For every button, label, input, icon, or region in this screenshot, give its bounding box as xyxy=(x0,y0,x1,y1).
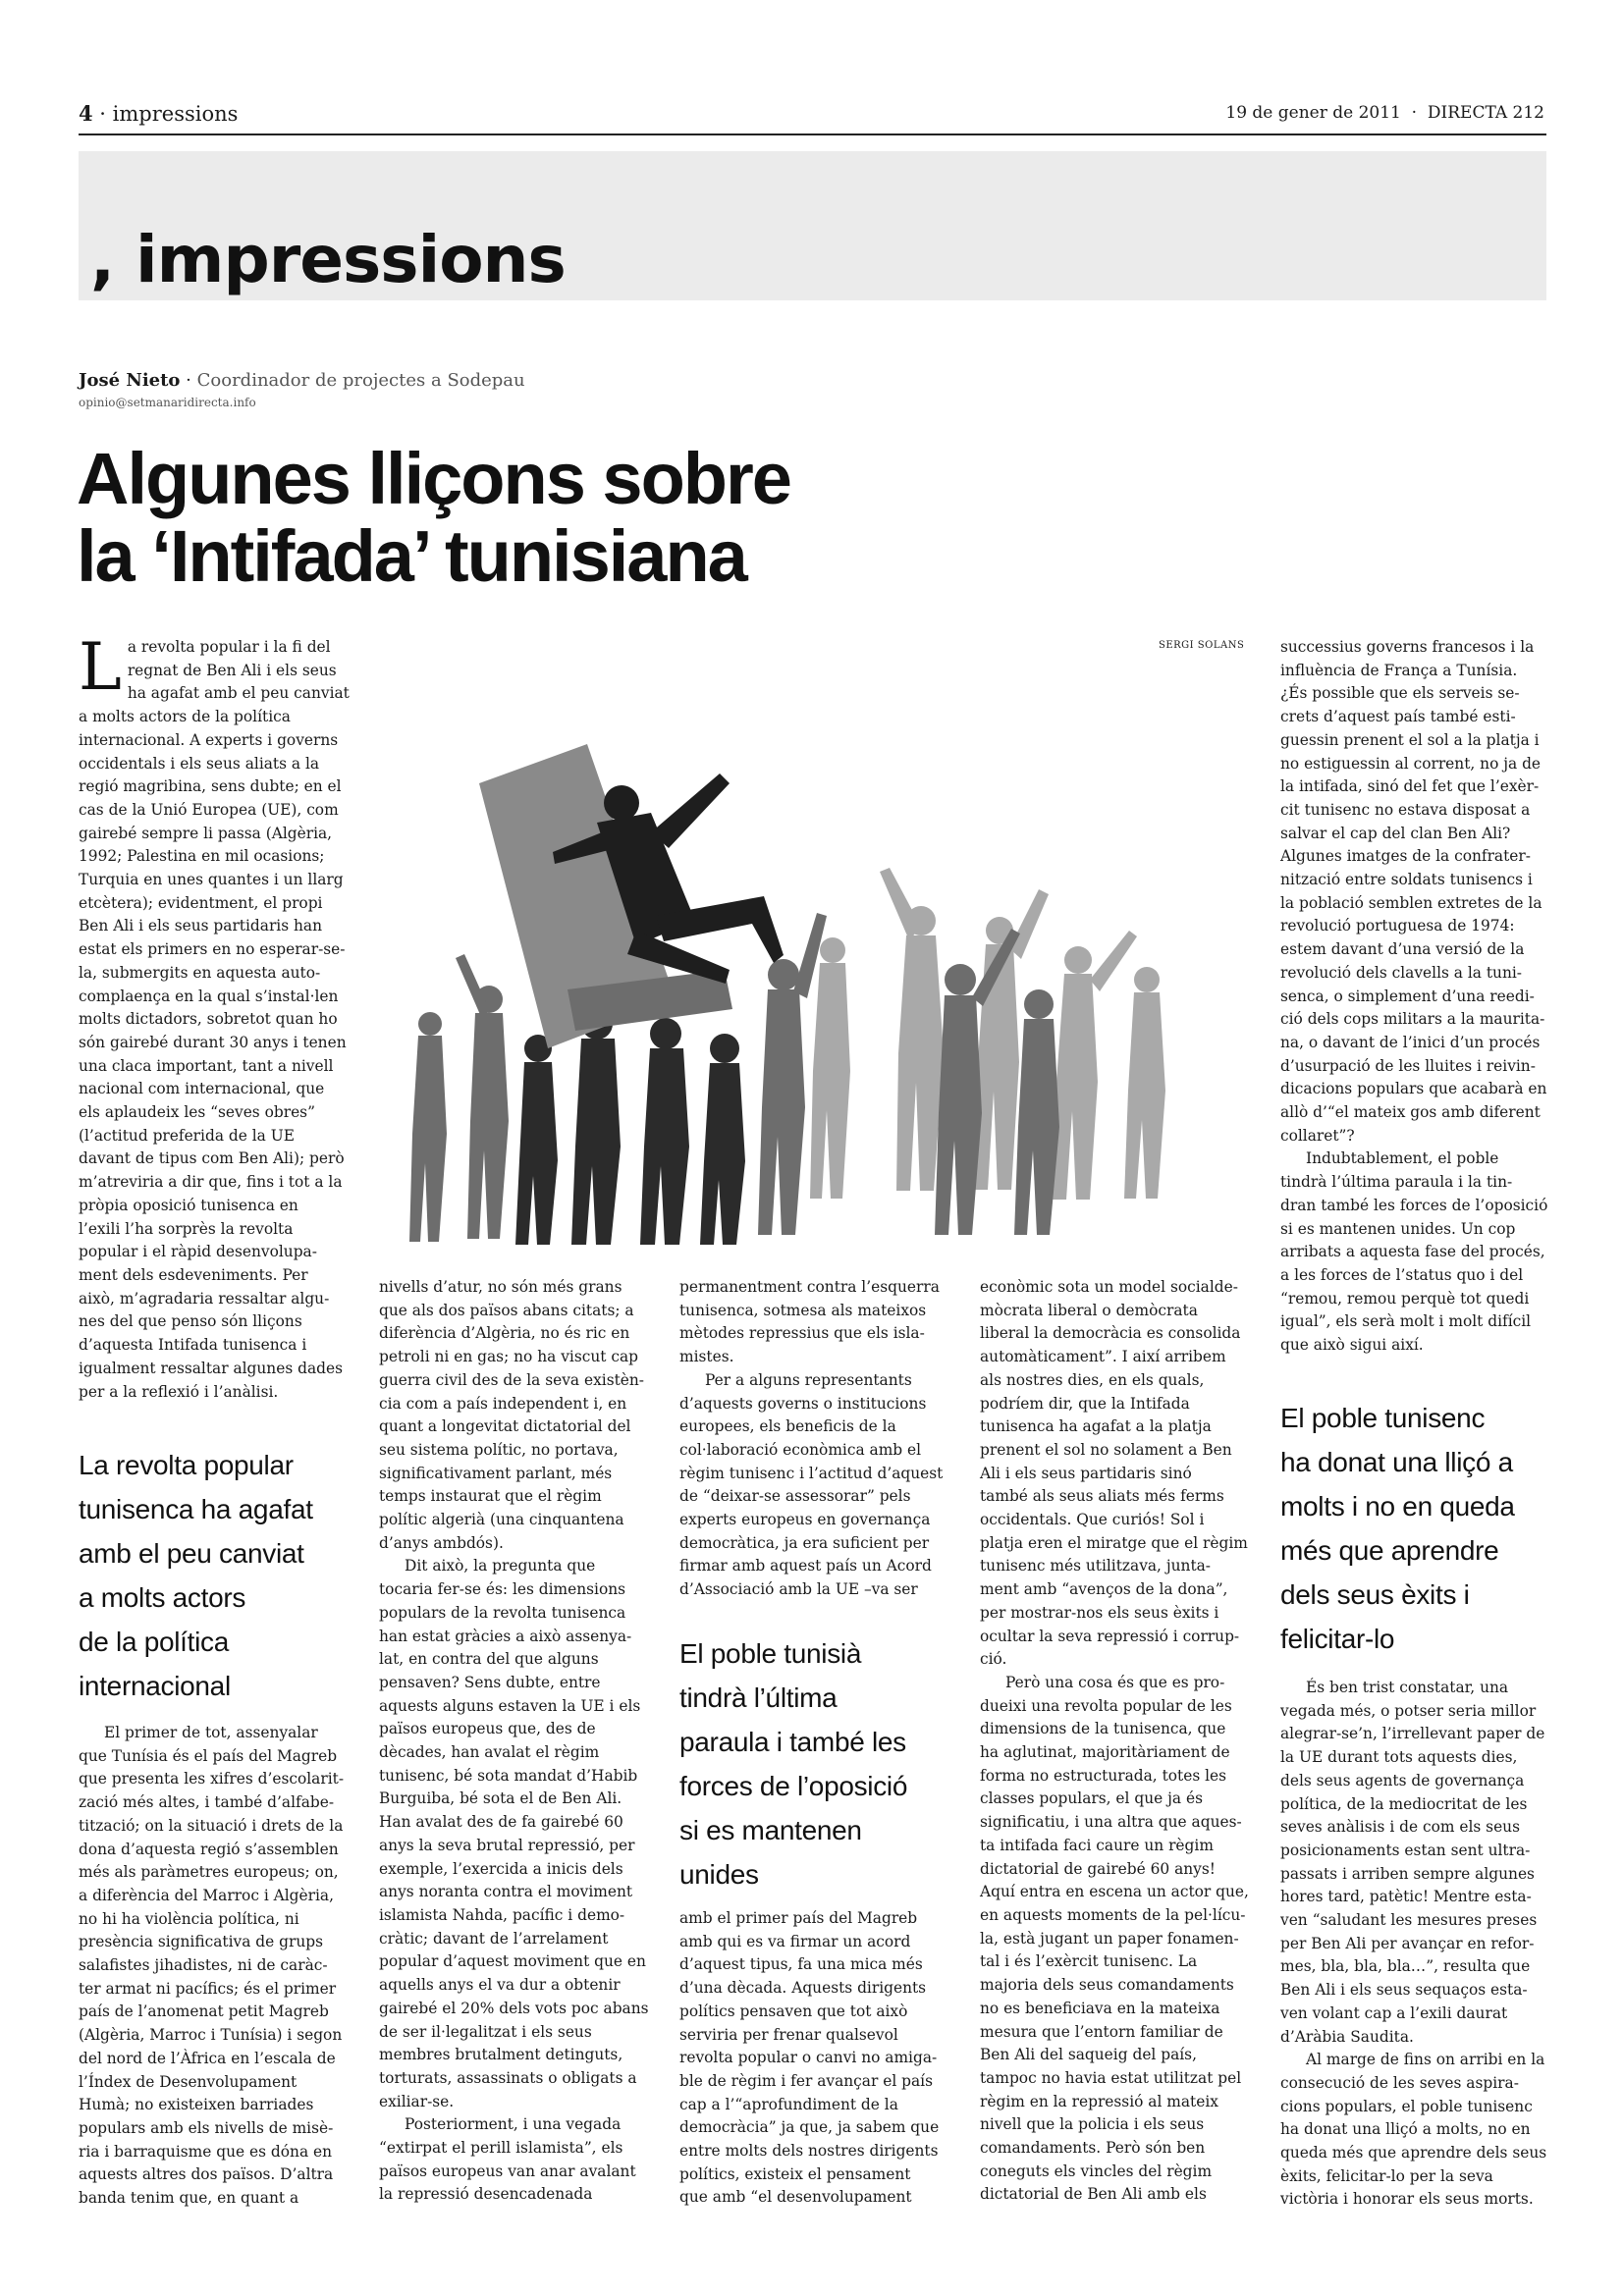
text-line: mesura que l’entorn familiar de xyxy=(980,2022,1223,2041)
text-line: dictatorial de Ben Ali amb els xyxy=(980,2185,1207,2204)
text-line: estat els primers en no esperar-se- xyxy=(79,940,346,959)
text-line: que Tunísia és el país del Magreb xyxy=(79,1746,338,1765)
text-line: són gairebé durant 30 anys i tenen xyxy=(79,1033,347,1051)
text-line: a les forces de l’status quo i del xyxy=(1280,1265,1524,1284)
text-line: aquests altres dos països. D’altra xyxy=(79,2165,334,2184)
text-line: dicacions populars que acabarà en xyxy=(1280,1080,1547,1098)
text-line: entre molts dels nostres dirigents xyxy=(679,2142,939,2161)
text-line: en aquests moments de la pel·lícu- xyxy=(980,1905,1246,1924)
text-line: Indubtablement, el poble xyxy=(1306,1149,1499,1168)
pull-quote-line: forces de l’oposició xyxy=(679,1771,908,1801)
pull-quote-line: El poble tunisià xyxy=(679,1638,862,1669)
column-5-top xyxy=(1280,636,1557,1358)
text-line: dona d’aquesta regió s’assemblen xyxy=(79,1840,339,1858)
text-line: seu sistema polític, no portava, xyxy=(379,1440,619,1459)
text-line: platja eren el miratge que el règim xyxy=(980,1533,1248,1552)
text-line: ble de règim i fer avançar el país xyxy=(679,2071,933,2090)
text-line: crets d’aquest país també esti- xyxy=(1280,708,1516,726)
text-line: cia com a país independent i, en xyxy=(379,1394,627,1413)
text-line: majoria dels seus comandaments xyxy=(980,1976,1234,1995)
text-line: collaret”? xyxy=(1280,1126,1355,1145)
text-line: dictatorial de gairebé 60 anys! xyxy=(980,1859,1216,1878)
text-line: cap a l’“aprofundiment de la xyxy=(679,2095,898,2113)
text-line: cràtic; davant de l’arrelament xyxy=(379,1929,609,1948)
text-line: vegada més, o potser seria millor xyxy=(1280,1701,1537,1720)
column-1-bottom xyxy=(79,1722,355,2211)
column-3-bottom xyxy=(679,1907,956,2210)
text-line: democràtica, ja era suficient per xyxy=(679,1533,930,1552)
text-line: l’exili l’ha sorprès la revolta xyxy=(79,1219,294,1238)
pull-quote-line: més que aprendre xyxy=(1280,1535,1499,1566)
text-line: islamista Nahda, pacífic i demo- xyxy=(379,1905,625,1924)
text-line: la, submergits en aquesta auto- xyxy=(79,963,321,982)
text-line: salvar el cap del clan Ben Ali? xyxy=(1280,824,1511,842)
background-crowd xyxy=(810,868,1165,1200)
text-line: hores tard, patètic! Mentre esta- xyxy=(1280,1888,1532,1906)
text-line: Dit això, la pregunta que xyxy=(405,1557,596,1575)
pull-quote-2 xyxy=(679,1631,964,1896)
text-line: ha agafat amb el peu canviat xyxy=(127,684,350,703)
text-line: estem davant d’una versió de la xyxy=(1280,940,1525,959)
text-line: quant a longevitat dictatorial del xyxy=(379,1417,631,1436)
text-line: Han avalat des de fa gairebé 60 xyxy=(379,1813,623,1832)
text-line: pròpia oposició tunisenca en xyxy=(79,1196,298,1214)
text-line: ter armat ni pacífics; és el primer xyxy=(79,1979,337,1998)
text-line: mistes. xyxy=(679,1348,734,1366)
text-line: no es beneficiava en la mateixa xyxy=(980,1999,1220,2017)
text-line: els aplaudeix les “seves obres” xyxy=(79,1103,315,1122)
text-line: m’atreviria a dir que, fins i tot a la xyxy=(79,1173,343,1192)
text-line: Però una cosa és que es pro- xyxy=(1005,1673,1225,1691)
text-line: Ben Ali i els seus sequaços esta- xyxy=(1280,1981,1528,2000)
text-line: na, o davant de l’inici d’un procés xyxy=(1280,1033,1541,1051)
pull-quote-line: unides xyxy=(679,1859,759,1890)
text-line: més als paràmetres europeus; on, xyxy=(79,1863,339,1882)
text-line: complaença en la qual s’instal·len xyxy=(79,987,339,1005)
headline xyxy=(77,440,1058,595)
pull-quote-1 xyxy=(79,1443,363,1708)
text-line: temps instaurat que el règim xyxy=(379,1487,602,1506)
text-line: presència significativa de grups xyxy=(79,1933,324,1951)
text-line: tocaria fer-se és: les dimensions xyxy=(379,1580,626,1599)
text-line: dels seus agents de governança xyxy=(1280,1771,1525,1789)
text-line: comandaments. Però són ben xyxy=(980,2139,1206,2158)
text-line: amb el primer país del Magreb xyxy=(679,1909,918,1927)
text-line: ven volant cap a l’exili daurat xyxy=(1280,2003,1508,2022)
text-line: d’usurpació de les lluites i reivin- xyxy=(1280,1056,1536,1075)
text-line: no estiguessin al corrent, no ja de xyxy=(1280,754,1542,773)
text-line: El primer de tot, assenyalar xyxy=(104,1724,318,1741)
text-line: de ser il·legalitzat i els seus xyxy=(379,2022,592,2041)
text-line: ocultar la seva repressió i corrup- xyxy=(980,1627,1240,1645)
text-line: nes del que penso són lliçons xyxy=(79,1312,302,1331)
text-line: queda més que aprendre dels seus xyxy=(1280,2144,1547,2163)
text-line: tunisenc més utilitzava, junta- xyxy=(980,1557,1212,1575)
text-line: És ben trist constatar, una xyxy=(1306,1679,1509,1696)
text-line: que presenta les xifres d’escolarit- xyxy=(79,1770,345,1789)
text-line: mòcrata liberal o demòcrata xyxy=(980,1301,1198,1319)
text-line: democràcia” ja que, ja sabem que xyxy=(679,2118,940,2137)
page-number: 4 xyxy=(79,101,93,126)
text-line: polítics pensaven que tot això xyxy=(679,2002,908,2020)
text-line: ment amb “avenços de la dona”, xyxy=(980,1580,1228,1599)
text-line: ria i barraquisme que es dóna en xyxy=(79,2142,333,2161)
text-line: exiliar-se. xyxy=(379,2092,455,2110)
text-line: que això sigui així. xyxy=(1280,1336,1424,1355)
pull-quote-line: molts i no en queda xyxy=(1280,1491,1515,1522)
text-line: gairebé el 20% dels vots poc abans xyxy=(379,1999,649,2017)
text-line: Humà; no existeixen barriades xyxy=(79,2096,314,2114)
text-line: d’aquests governs o institucions xyxy=(679,1394,927,1413)
text-line: nacional com internacional, que xyxy=(79,1080,325,1098)
text-line: ció. xyxy=(980,1650,1007,1669)
text-line: coneguts els vincles del règim xyxy=(980,2162,1213,2180)
text-line: (Algèria, Marroc i Tunísia) i segon xyxy=(79,2026,343,2045)
text-line: als nostres dies, en els quals, xyxy=(980,1370,1205,1389)
text-line: populars de la revolta tunisenca xyxy=(379,1603,626,1622)
text-line: mètodes repressius que els isla- xyxy=(679,1324,925,1343)
text-line: revolta popular o canvi no amiga- xyxy=(679,2049,938,2067)
text-line: liberal la democràcia es consolida xyxy=(980,1324,1241,1343)
text-line: per a la reflexió i l’anàlisi. xyxy=(79,1382,279,1401)
text-line: tindrà l’última paraula i la tin- xyxy=(1280,1173,1513,1192)
text-line: occidentals. Que curiós! Sol i xyxy=(980,1511,1205,1529)
image-credit: SERGI SOLANS xyxy=(1159,640,1245,651)
text-line: successius governs francesos i la xyxy=(1280,638,1535,656)
text-line: règim en la repressió al mateix xyxy=(980,2092,1218,2110)
author-email: opinio@setmanaridirecta.info xyxy=(79,396,256,409)
pull-quote-line: amb el peu canviat xyxy=(79,1538,304,1569)
text-line: per mostrar-nos els seus èxits i xyxy=(980,1603,1219,1622)
text-line: anys noranta contra el moviment xyxy=(379,1883,633,1901)
text-line: Burguiba, bé sota el de Ben Ali. xyxy=(379,1789,622,1808)
column-5-bottom xyxy=(1280,1677,1557,2212)
text-line: ment dels esdeveniments. Per xyxy=(79,1265,308,1284)
text-line: que amb “el desenvolupament xyxy=(679,2188,912,2207)
issue-date: 19 de gener de 2011 xyxy=(1225,103,1401,123)
column-1-top-text xyxy=(79,629,355,1404)
text-line: nització entre soldats tunisencs i xyxy=(1280,871,1533,889)
folio-section: impressions xyxy=(112,102,239,126)
text-line: de “deixar-se assessorar” pels xyxy=(679,1487,911,1506)
issue-info: 19 de gener de 2011 · DIRECTA 212 xyxy=(1225,103,1544,123)
text-line: davant de tipus com Ben Ali); però xyxy=(79,1149,345,1168)
text-line: revolució portuguesa de 1974: xyxy=(1280,917,1515,935)
pull-quote-line: de la política xyxy=(79,1627,230,1657)
text-line: ha donat una lliçó a molts, no en xyxy=(1280,2120,1531,2139)
text-line: col·laboració econòmica amb el xyxy=(679,1440,922,1459)
folio: 4 · impressions xyxy=(79,101,239,126)
column-3-top xyxy=(679,1276,956,1602)
pull-quote-line: si es mantenen xyxy=(679,1815,862,1845)
author-name: José Nieto xyxy=(79,370,181,391)
pull-quote-line: El poble tunisenc xyxy=(1280,1403,1486,1433)
text-line: seves anàlisis i de com els seus xyxy=(1280,1818,1520,1837)
text-line: membres brutalment detinguts, xyxy=(379,2046,623,2064)
pull-quote-line: paraula i també les xyxy=(679,1727,906,1757)
text-line: polític algerià (una cinquantena xyxy=(379,1511,624,1529)
text-line: forma no estructurada, totes les xyxy=(980,1766,1227,1785)
text-line: significativament parlant, més xyxy=(379,1464,613,1482)
text-line: aquests alguns estaven la UE i els xyxy=(379,1696,641,1715)
text-line: la població semblen extretes de la xyxy=(1280,893,1542,912)
text-line: Algunes imatges de la confrater- xyxy=(1280,847,1531,866)
text-line: la, està jugant un paper fonamen- xyxy=(980,1929,1239,1948)
text-line: 1992; Palestina en mil ocasions; xyxy=(79,847,325,866)
byline: José Nieto · Coordinador de projectes a Sodepau xyxy=(79,370,525,391)
text-line: dueixi una revolta popular de les xyxy=(980,1696,1232,1715)
pull-quote-line: internacional xyxy=(79,1671,231,1701)
text-line: experts europeus en governança xyxy=(679,1511,931,1529)
text-line: també als seus aliats més ferms xyxy=(980,1487,1224,1506)
text-line: firmar amb aquest país un Acord xyxy=(679,1557,932,1575)
text-line: regió magribina, sens dubte; en el xyxy=(79,777,342,796)
text-line: torturats, assassinats o obligats a xyxy=(379,2068,637,2087)
text-line: països europeus que, des de xyxy=(379,1720,596,1738)
text-line: molts dictadors, sobretot quan ho xyxy=(79,1010,338,1029)
text-line: “extirpat el perill islamista”, els xyxy=(379,2139,623,2158)
text-line: exemple, l’exercida a inicis dels xyxy=(379,1859,623,1878)
text-line: a diferència del Marroc i Algèria, xyxy=(79,1886,334,1904)
column-4 xyxy=(980,1276,1257,2207)
text-line: dran també les forces de l’oposició xyxy=(1280,1196,1548,1214)
text-line: règim tunisenc i l’actitud d’aquest xyxy=(679,1464,944,1482)
text-line: Ben Ali i els seus partidaris han xyxy=(79,917,323,935)
text-line: “remou, remou perquè tot quedi xyxy=(1280,1289,1530,1308)
text-line: consecució de les seves aspira- xyxy=(1280,2073,1519,2092)
text-line: zació més altes, i també d’alfabe- xyxy=(79,1793,335,1812)
header-rule xyxy=(79,133,1546,135)
text-line: països europeus van anar avalant xyxy=(379,2162,636,2180)
text-line: diferència d’Algèria, no és ric en xyxy=(379,1324,630,1343)
text-line: petroli ni en gas; no ha viscut cap xyxy=(379,1348,638,1366)
headline-line-1: Algunes lliçons sobre xyxy=(77,438,790,519)
text-line: que als dos països abans citats; a xyxy=(379,1301,634,1319)
text-line: cions populars, el poble tunisenc xyxy=(1280,2097,1533,2115)
text-line: tunisenca ha agafat a la platja xyxy=(980,1417,1212,1436)
text-line: nivells d’atur, no són més grans xyxy=(379,1278,622,1296)
text-line: anys la seva brutal repressió, per xyxy=(379,1836,635,1854)
text-line: Ben Ali del saqueig del país, xyxy=(980,2046,1197,2064)
text-line: han estat gràcies a això assenya- xyxy=(379,1627,632,1645)
text-line: tampoc no havia estat utilitzat pel xyxy=(980,2068,1242,2087)
text-line: èxits, felicitar-lo per la seva xyxy=(1280,2166,1493,2185)
text-line: arribats a aquesta fase del procés, xyxy=(1280,1243,1545,1261)
text-line: ció dels cops militars a la maurita- xyxy=(1280,1010,1545,1029)
publication-name: DIRECTA 212 xyxy=(1427,103,1544,123)
text-line: la intifada, sinó del fet que l’exèr- xyxy=(1280,777,1540,796)
text-line: això, m’agradaria ressaltar algu- xyxy=(79,1289,330,1308)
text-line: Aquí entra en escena un actor que, xyxy=(980,1883,1249,1901)
text-line: la UE durant tots aquests dies, xyxy=(1280,1748,1518,1767)
text-line: dècades, han avalat el règim xyxy=(379,1743,600,1762)
text-line: nivell que la policia i els seus xyxy=(980,2115,1205,2134)
text-line: tal i és l’exèrcit tunisenc. La xyxy=(980,1952,1198,1971)
text-line: d’una dècada. Aquests dirigents xyxy=(679,1979,927,1998)
text-line: automàticament”. I així arribem xyxy=(980,1348,1226,1366)
text-line: Ali i els seus partidaris sinó xyxy=(980,1464,1192,1482)
text-line: prenent el sol no solament a Ben xyxy=(980,1440,1232,1459)
text-line: significatiu, i una altra que aques- xyxy=(980,1813,1242,1832)
section-title: , impressions xyxy=(90,222,566,297)
text-line: amb qui es va firmar un acord xyxy=(679,1932,911,1950)
text-line: classes populars, el que ja és xyxy=(980,1789,1203,1808)
text-line: ven “saludant les mesures preses xyxy=(1280,1911,1538,1930)
text-line: aquells anys el va dur a obtenir xyxy=(379,1976,621,1995)
pull-quote-3 xyxy=(1280,1396,1565,1661)
text-line: passats i arriben sempre algunes xyxy=(1280,1864,1535,1883)
text-line: igualment ressaltar algunes dades xyxy=(79,1359,344,1377)
text-line: populars amb els nivells de misè- xyxy=(79,2118,334,2137)
text-line: igual”, els serà molt i molt difícil xyxy=(1280,1312,1532,1331)
column-1-top xyxy=(79,629,355,1404)
text-line: mes, bla, bla, bla…”, resulta que xyxy=(1280,1957,1531,1976)
text-line: popular i el ràpid desenvolupa- xyxy=(79,1243,317,1261)
text-line: ta intifada faci caure un règim xyxy=(980,1836,1214,1854)
text-line: a molts actors de la política xyxy=(79,708,291,726)
text-line: allò d’“el mateix gos amb diferent xyxy=(1280,1103,1541,1122)
text-line: d’Aràbia Saudita. xyxy=(1280,2027,1414,2046)
text-line: victòria i honorar els seus morts. xyxy=(1280,2190,1534,2209)
illustration-crowd-tossing-man xyxy=(371,636,1255,1245)
text-line: d’aquest tipus, fa una mica més xyxy=(679,1955,923,1974)
text-line: podríem dir, que la Intifada xyxy=(980,1394,1190,1413)
text-line: posicionaments estan sent ultra- xyxy=(1280,1841,1531,1859)
text-line: senca, o simplement d’una reedi- xyxy=(1280,987,1535,1005)
text-line: influència de França a Tunísia. xyxy=(1280,661,1518,679)
text-line: d’Associació amb la UE –va ser xyxy=(679,1580,918,1599)
drop-cap: L xyxy=(79,629,122,705)
text-line: guerra civil des de la seva existèn- xyxy=(379,1370,645,1389)
text-line: Posteriorment, i una vegada xyxy=(405,2115,622,2134)
text-line: política, de la mediocritat de les xyxy=(1280,1794,1528,1813)
text-line: a revolta popular i la fi del xyxy=(127,638,331,656)
text-line: l’Índex de Desenvolupament xyxy=(79,2072,298,2091)
text-line: si es mantenen unides. Un cop xyxy=(1280,1219,1516,1238)
pull-quote-line: La revolta popular xyxy=(79,1450,294,1480)
text-line: dimensions de la tunisenca, que xyxy=(980,1720,1226,1738)
text-line: europees, els beneficis de la xyxy=(679,1417,896,1436)
text-line: polítics, existeix el pensament xyxy=(679,2164,911,2183)
text-line: revolució dels clavells a la tuni- xyxy=(1280,963,1522,982)
text-line: permanentment contra l’esquerra xyxy=(679,1278,940,1296)
text-line: etcètera); evidentment, el propi xyxy=(79,893,323,912)
text-line: una claca important, tant a nivell xyxy=(79,1056,334,1075)
text-line: cit tunisenc no estava disposat a xyxy=(1280,800,1531,819)
text-line: occidentals i els seus aliats a la xyxy=(79,754,320,773)
text-line: regnat de Ben Ali i els seus xyxy=(127,661,337,679)
pull-quote-line: dels seus èxits i xyxy=(1280,1579,1470,1610)
text-line: Al marge de fins on arribi en la xyxy=(1306,2051,1545,2069)
text-line: Per a alguns representants xyxy=(705,1370,912,1389)
pull-quote-line: felicitar-lo xyxy=(1280,1624,1395,1654)
text-line: tització; on la situació i drets de la xyxy=(79,1816,344,1835)
author-role: Coordinador de projectes a Sodepau xyxy=(196,370,525,391)
text-line: Turquia en unes quantes i un llarg xyxy=(79,871,344,889)
text-line: popular d’aquest moviment que en xyxy=(379,1952,646,1971)
text-line: lat, en contra del que alguns xyxy=(379,1650,599,1669)
text-line: salafistes jihadistes, ni de caràc- xyxy=(79,1956,328,1975)
pull-quote-line: tunisenca ha agafat xyxy=(79,1494,313,1524)
text-line: ¿És possible que els serveis se- xyxy=(1280,684,1520,703)
text-line: ha aglutinat, majoritàriament de xyxy=(980,1743,1230,1762)
text-line: no hi ha violència política, ni xyxy=(79,1909,299,1928)
text-line: banda tenim que, en quant a xyxy=(79,2189,299,2208)
text-line: la repressió desencadenada xyxy=(379,2185,593,2204)
text-line: econòmic sota un model socialde- xyxy=(980,1278,1238,1296)
text-line: internacional. A experts i governs xyxy=(79,730,339,749)
text-line: tunisenca, sotmesa als mateixos xyxy=(679,1301,927,1319)
text-line: guessin prenent el sol a la platja i xyxy=(1280,730,1540,749)
text-line: alegrar-se’n, l’irrellevant paper de xyxy=(1280,1725,1545,1743)
text-line: país de l’anomenat petit Magreb xyxy=(79,2002,329,2021)
headline-line-2: la ‘Intifada’ tunisiana xyxy=(77,515,746,597)
text-line: gairebé sempre li passa (Algèria, xyxy=(79,824,333,842)
text-line: pensaven? Sens dubte, entre xyxy=(379,1673,601,1691)
text-line: d’anys ambdós). xyxy=(379,1533,504,1552)
pull-quote-line: ha donat una lliçó a xyxy=(1280,1447,1513,1477)
column-2 xyxy=(379,1276,656,2207)
text-line: cas de la Unió Europea (UE), com xyxy=(79,800,339,819)
text-line: tunisenc, bé sota mandat d’Habib xyxy=(379,1766,638,1785)
pull-quote-line: a molts actors xyxy=(79,1582,246,1613)
text-line: per Ben Ali per avançar en refor- xyxy=(1280,1934,1535,1952)
pull-quote-line: tindrà l’última xyxy=(679,1682,838,1713)
text-line: serviria per frenar qualsevol xyxy=(679,2025,898,2044)
text-line: d’aquesta Intifada tunisenca i xyxy=(79,1336,307,1355)
text-line: (l’actitud preferida de la UE xyxy=(79,1126,295,1145)
text-line: del nord de l’Àfrica en l’escala de xyxy=(79,2049,336,2067)
